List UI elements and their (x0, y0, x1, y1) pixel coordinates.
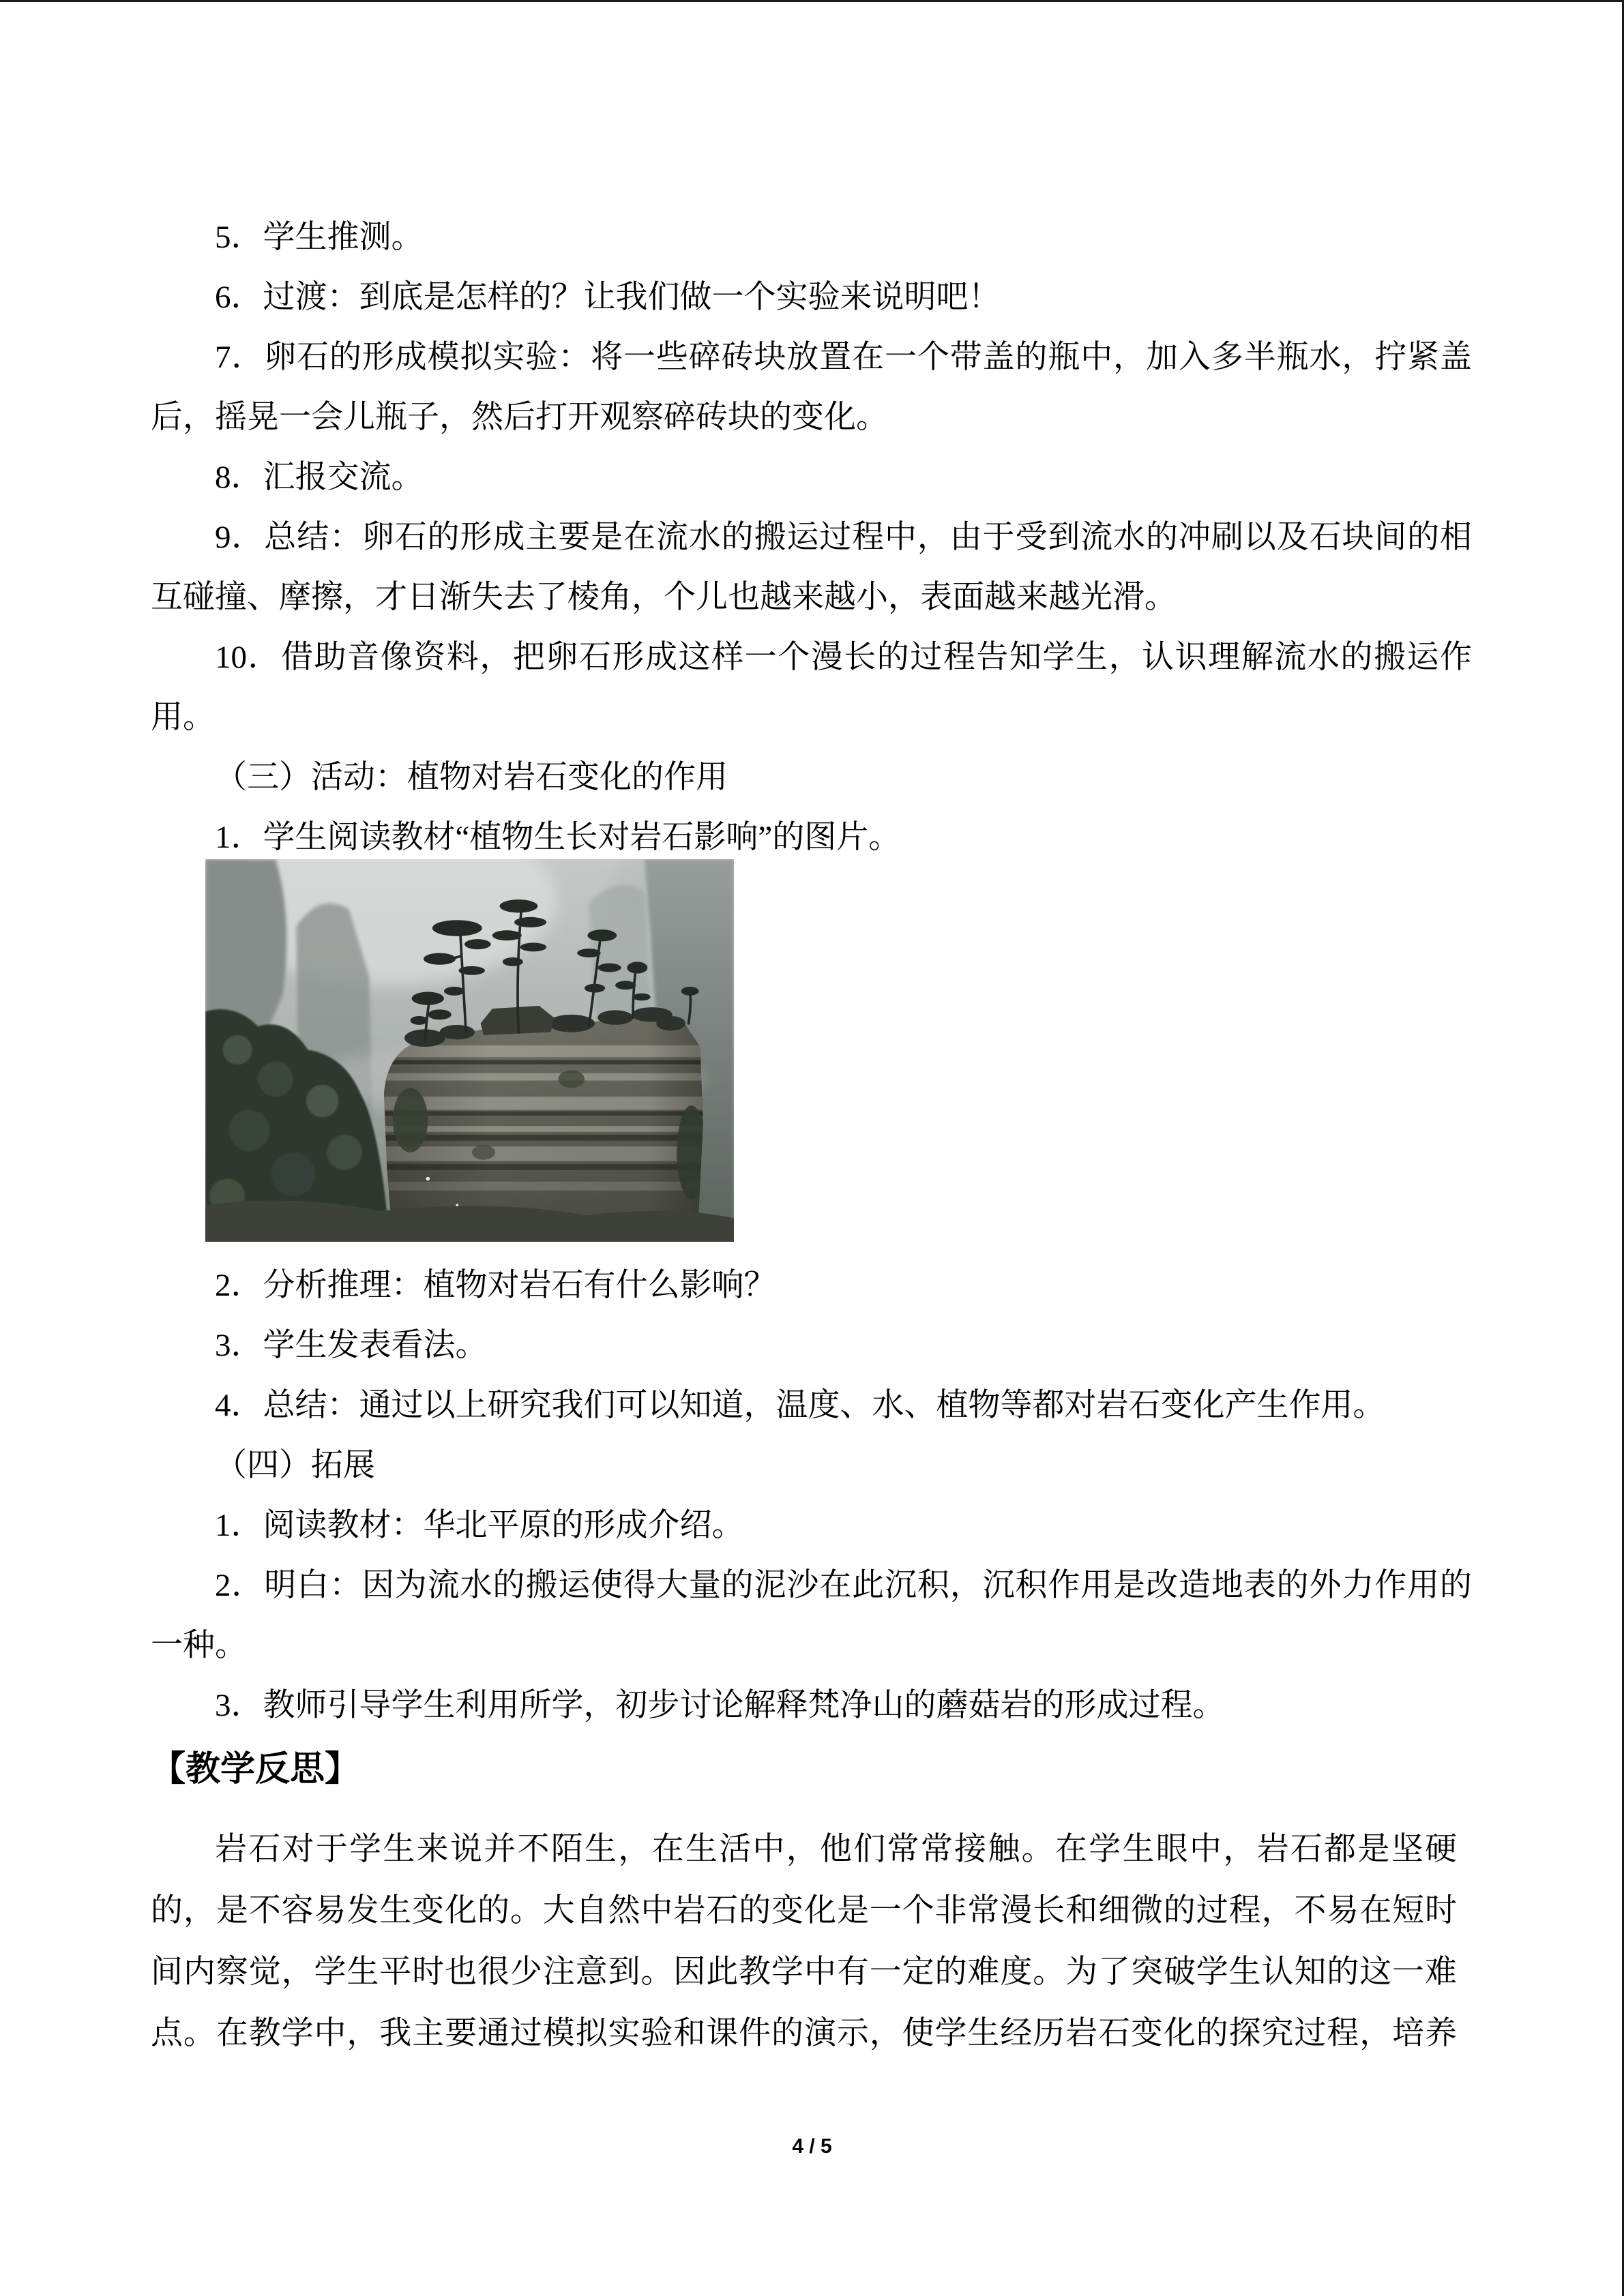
page-border-top (0, 0, 1624, 2)
text-line: 7．卵石的形成模拟实验：将一些碎砖块放置在一个带盖的瓶中，加入多半瓶水，拧紧盖 (215, 340, 1472, 375)
photo-drawing (205, 859, 734, 1242)
plant-on-rock-photo (205, 859, 734, 1242)
text-line: 3．教师引导学生利用所学，初步讨论解释梵净山的蘑菇岩的形成过程。 (215, 1688, 1225, 1723)
section-4-step-2 (151, 1555, 1472, 1675)
text-line: 互碰撞、摩擦，才日渐失去了棱角，个儿也越来越小，表面越来越光滑。 (151, 580, 1177, 615)
step-10-paragraph (151, 627, 1472, 747)
text-line: 后，摇晃一会儿瓶子，然后打开观察碎砖块的变化。 (151, 400, 888, 435)
step-6-paragraph (151, 267, 1472, 327)
step-9-paragraph (151, 507, 1472, 627)
text-line: 1．学生阅读教材“植物生长对岩石影响”的图片。 (215, 820, 901, 855)
section-3-step-3 (151, 1315, 1472, 1375)
reflection-paragraph (151, 1819, 1457, 2064)
section-3-step-2 (151, 1255, 1472, 1315)
reflection-heading: 【教学反思】 (151, 1749, 360, 1788)
section-3-heading (151, 747, 1472, 807)
text-line: 6．过渡：到底是怎样的？让我们做一个实验来说明吧！ (215, 280, 1001, 315)
text-line: 8．汇报交流。 (215, 460, 424, 495)
text-line: 9．总结：卵石的形成主要是在流水的搬运过程中，由于受到流水的冲刷以及石块间的相 (215, 520, 1472, 555)
text-line: 1．阅读教材：华北平原的形成介绍。 (215, 1508, 744, 1543)
section-3-step-4 (151, 1375, 1472, 1435)
section-4-step-3 (151, 1675, 1472, 1735)
step-8-paragraph (151, 447, 1472, 507)
text-line: 一种。 (151, 1628, 247, 1663)
text-line: （三）活动：植物对岩石变化的作用 (215, 760, 728, 795)
text-line: 2．分析推理：植物对岩石有什么影响？ (215, 1268, 776, 1303)
text-line: （四）拓展 (215, 1448, 375, 1483)
text-line: 10．借助音像资料，把卵石形成这样一个漫长的过程告知学生，认识理解流水的搬运作 (215, 640, 1472, 675)
text-line: 的，是不容易发生变化的。大自然中岩石的变化是一个非常漫长和细微的过程，不易在短时 (151, 1893, 1457, 1928)
step-7-paragraph (151, 327, 1472, 447)
page-number: 4 / 5 (792, 2135, 832, 2158)
text-line: 4．总结：通过以上研究我们可以知道，温度、水、植物等都对岩石变化产生作用。 (215, 1388, 1385, 1423)
text-line: 5．学生推测。 (215, 220, 424, 255)
text-line: 点。在教学中，我主要通过模拟实验和课件的演示，使学生经历岩石变化的探究过程，培养 (151, 2016, 1457, 2051)
text-line: 2．明白：因为流水的搬运使得大量的泥沙在此沉积，沉积作用是改造地表的外力作用的 (215, 1568, 1472, 1603)
section-3-step-1 (151, 807, 1472, 867)
page-body (151, 207, 1472, 2064)
text-line: 间内察觉，学生平时也很少注意到。因此教学中有一定的难度。为了突破学生认知的这一难 (151, 1954, 1457, 1990)
section-4-heading (151, 1435, 1472, 1495)
section-4-step-1 (151, 1495, 1472, 1555)
text-line: 3．学生发表看法。 (215, 1328, 488, 1363)
step-5-paragraph (151, 207, 1472, 267)
text-line: 用。 (151, 700, 215, 735)
text-line: 岩石对于学生来说并不陌生，在生活中，他们常常接触。在学生眼中，岩石都是坚硬 (215, 1832, 1457, 1867)
